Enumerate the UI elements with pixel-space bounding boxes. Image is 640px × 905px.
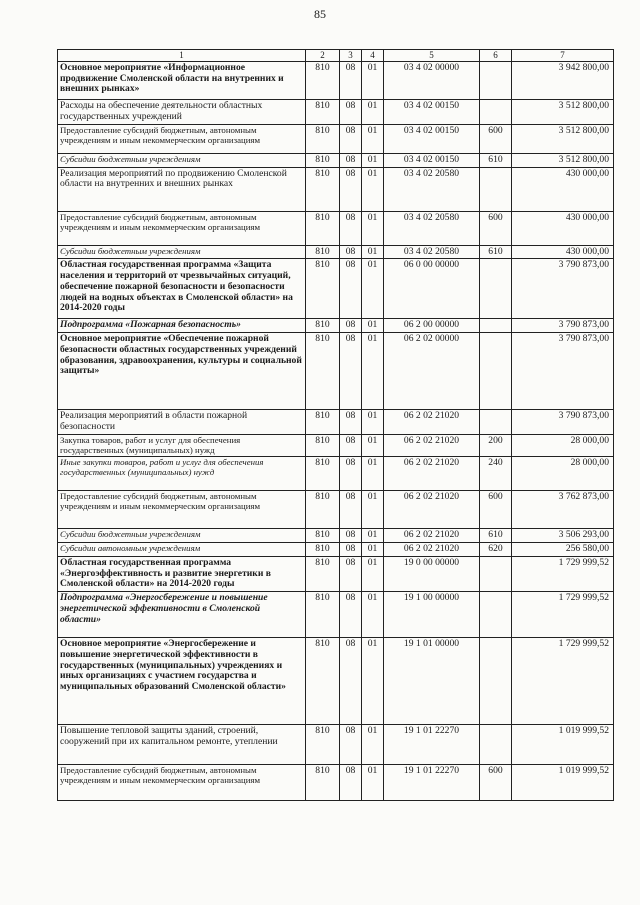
target-article-cell: 06 2 02 21020 [384, 457, 480, 491]
table-row [58, 638, 614, 725]
name-cell: Областная государственная программа «Энергоэффективность и развитие энергетики в Смоленской области» на 2014-2020 годы [58, 556, 306, 591]
target-article-cell: 06 2 02 00000 [384, 333, 480, 410]
code-cell: 810 [306, 62, 340, 100]
target-article-cell: 03 4 02 00150 [384, 154, 480, 168]
expense-type-cell: 600 [480, 765, 512, 801]
target-article-cell: 03 4 02 00000 [384, 62, 480, 100]
target-article-cell: 19 0 00 00000 [384, 556, 480, 591]
code-cell: 810 [306, 529, 340, 543]
column-number: 4 [362, 50, 384, 62]
amount-cell: 3 790 873,00 [512, 259, 614, 319]
name-cell: Основное мероприятие «Энергосбережение и повышение энергетической эффективности в государственных (муниципальных) учреждениях и иных организациях с участием государства и муниципальных образований Смоленской области» [58, 638, 306, 725]
table-row [58, 211, 614, 245]
code-cell: 810 [306, 245, 340, 259]
subsection-cell: 01 [362, 154, 384, 168]
table-row [58, 62, 614, 100]
expense-type-cell: 240 [480, 457, 512, 491]
amount-cell: 3 512 800,00 [512, 100, 614, 125]
target-article-cell: 03 4 02 00150 [384, 100, 480, 125]
code-cell: 810 [306, 592, 340, 638]
subsection-cell: 01 [362, 245, 384, 259]
name-cell: Субсидии автономным учреждениям [58, 543, 306, 557]
subsection-cell: 01 [362, 333, 384, 410]
section-cell: 08 [340, 592, 362, 638]
amount-cell: 1 019 999,52 [512, 765, 614, 801]
section-cell: 08 [340, 765, 362, 801]
name-cell: Предоставление субсидий бюджетным, автономным учреждениям и иным некоммерческим организациям [58, 765, 306, 801]
amount-cell: 3 942 800,00 [512, 62, 614, 100]
subsection-cell: 01 [362, 457, 384, 491]
section-cell: 08 [340, 125, 362, 154]
subsection-cell: 01 [362, 167, 384, 211]
name-cell: Субсидии бюджетным учреждениям [58, 529, 306, 543]
table-row [58, 100, 614, 125]
table-row [58, 167, 614, 211]
code-cell: 810 [306, 457, 340, 491]
expense-type-cell [480, 259, 512, 319]
column-number: 1 [58, 50, 306, 62]
expense-type-cell [480, 410, 512, 434]
target-article-cell: 19 1 01 22270 [384, 725, 480, 765]
subsection-cell: 01 [362, 211, 384, 245]
subsection-cell: 01 [362, 592, 384, 638]
section-cell: 08 [340, 725, 362, 765]
section-cell: 08 [340, 434, 362, 457]
section-cell: 08 [340, 638, 362, 725]
subsection-cell: 01 [362, 529, 384, 543]
code-cell: 810 [306, 319, 340, 333]
code-cell: 810 [306, 725, 340, 765]
expense-type-cell [480, 638, 512, 725]
subsection-cell: 01 [362, 491, 384, 529]
code-cell: 810 [306, 333, 340, 410]
table-row [58, 529, 614, 543]
code-cell: 810 [306, 154, 340, 168]
amount-cell: 256 580,00 [512, 543, 614, 557]
table-row [58, 457, 614, 491]
subsection-cell: 01 [362, 725, 384, 765]
amount-cell: 3 762 873,00 [512, 491, 614, 529]
section-cell: 08 [340, 319, 362, 333]
name-cell: Иные закупки товаров, работ и услуг для обеспечения государственных (муниципальных) нужд [58, 457, 306, 491]
code-cell: 810 [306, 100, 340, 125]
name-cell: Закупка товаров, работ и услуг для обеспечения государственных (муниципальных) нужд [58, 434, 306, 457]
subsection-cell: 01 [362, 259, 384, 319]
section-cell: 08 [340, 543, 362, 557]
code-cell: 810 [306, 491, 340, 529]
code-cell: 810 [306, 765, 340, 801]
amount-cell: 3 790 873,00 [512, 410, 614, 434]
subsection-cell: 01 [362, 100, 384, 125]
expense-type-cell: 610 [480, 529, 512, 543]
budget-table [57, 49, 614, 801]
expense-type-cell [480, 592, 512, 638]
subsection-cell: 01 [362, 125, 384, 154]
target-article-cell: 03 4 02 20580 [384, 211, 480, 245]
target-article-cell: 06 0 00 00000 [384, 259, 480, 319]
amount-cell: 430 000,00 [512, 245, 614, 259]
name-cell: Реализация мероприятий в области пожарной безопасности [58, 410, 306, 434]
subsection-cell: 01 [362, 410, 384, 434]
name-cell: Подпрограмма «Пожарная безопасность» [58, 319, 306, 333]
amount-cell: 28 000,00 [512, 457, 614, 491]
expense-type-cell: 600 [480, 125, 512, 154]
table-row [58, 434, 614, 457]
table-row [58, 410, 614, 434]
column-number: 3 [340, 50, 362, 62]
name-cell: Расходы на обеспечение деятельности областных государственных учреждений [58, 100, 306, 125]
expense-type-cell [480, 319, 512, 333]
code-cell: 810 [306, 638, 340, 725]
code-cell: 810 [306, 556, 340, 591]
name-cell: Основное мероприятие «Обеспечение пожарной безопасности областных государственных учреждений образования, здравоохранения, культуры и социальной защиты» [58, 333, 306, 410]
section-cell: 08 [340, 167, 362, 211]
code-cell: 810 [306, 211, 340, 245]
subsection-cell: 01 [362, 434, 384, 457]
expense-type-cell [480, 167, 512, 211]
code-cell: 810 [306, 125, 340, 154]
target-article-cell: 19 1 01 22270 [384, 765, 480, 801]
subsection-cell: 01 [362, 556, 384, 591]
amount-cell: 3 790 873,00 [512, 333, 614, 410]
section-cell: 08 [340, 333, 362, 410]
subsection-cell: 01 [362, 765, 384, 801]
expense-type-cell [480, 333, 512, 410]
amount-cell: 1 729 999,52 [512, 592, 614, 638]
table-row [58, 765, 614, 801]
name-cell: Повышение тепловой защиты зданий, строений, сооружений при их капитальном ремонте, утеплении [58, 725, 306, 765]
target-article-cell: 03 4 02 20580 [384, 245, 480, 259]
section-cell: 08 [340, 457, 362, 491]
table-row [58, 333, 614, 410]
code-cell: 810 [306, 434, 340, 457]
page-number: 85 [314, 7, 326, 21]
target-article-cell: 06 2 00 00000 [384, 319, 480, 333]
target-article-cell: 06 2 02 21020 [384, 491, 480, 529]
table-row [58, 556, 614, 591]
amount-cell: 430 000,00 [512, 167, 614, 211]
expense-type-cell: 610 [480, 154, 512, 168]
target-article-cell: 06 2 02 21020 [384, 410, 480, 434]
name-cell: Предоставление субсидий бюджетным, автономным учреждениям и иным некоммерческим организациям [58, 125, 306, 154]
target-article-cell: 19 1 00 00000 [384, 592, 480, 638]
name-cell: Областная государственная программа «Защита населения и территорий от чрезвычайных ситуаций, обеспечение пожарной безопасности и безопасности людей на водных объектах в Смоленской области» на 2014-2020 годы [58, 259, 306, 319]
amount-cell: 3 506 293,00 [512, 529, 614, 543]
name-cell: Подпрограмма «Энергосбережение и повышение энергетической эффективности в Смоленской области» [58, 592, 306, 638]
column-number: 7 [512, 50, 614, 62]
amount-cell: 1 729 999,52 [512, 556, 614, 591]
expense-type-cell: 620 [480, 543, 512, 557]
table-row [58, 543, 614, 557]
expense-type-cell: 600 [480, 211, 512, 245]
name-cell: Субсидии бюджетным учреждениям [58, 154, 306, 168]
expense-type-cell: 200 [480, 434, 512, 457]
subsection-cell: 01 [362, 62, 384, 100]
subsection-cell: 01 [362, 638, 384, 725]
table-row [58, 245, 614, 259]
section-cell: 08 [340, 410, 362, 434]
section-cell: 08 [340, 529, 362, 543]
table-row [58, 154, 614, 168]
code-cell: 810 [306, 410, 340, 434]
target-article-cell: 19 1 01 00000 [384, 638, 480, 725]
expense-type-cell [480, 556, 512, 591]
table-row [58, 491, 614, 529]
section-cell: 08 [340, 211, 362, 245]
amount-cell: 3 512 800,00 [512, 125, 614, 154]
section-cell: 08 [340, 556, 362, 591]
name-cell: Предоставление субсидий бюджетным, автономным учреждениям и иным некоммерческим организациям [58, 491, 306, 529]
subsection-cell: 01 [362, 319, 384, 333]
amount-cell: 1 729 999,52 [512, 638, 614, 725]
code-cell: 810 [306, 543, 340, 557]
table-row [58, 725, 614, 765]
expense-type-cell [480, 62, 512, 100]
table-row [58, 125, 614, 154]
table-row [58, 592, 614, 638]
column-number-row [58, 50, 614, 62]
section-cell: 08 [340, 154, 362, 168]
expense-type-cell: 610 [480, 245, 512, 259]
target-article-cell: 06 2 02 21020 [384, 529, 480, 543]
target-article-cell: 06 2 02 21020 [384, 543, 480, 557]
expense-type-cell [480, 100, 512, 125]
section-cell: 08 [340, 62, 362, 100]
subsection-cell: 01 [362, 543, 384, 557]
amount-cell: 1 019 999,52 [512, 725, 614, 765]
code-cell: 810 [306, 167, 340, 211]
column-number: 5 [384, 50, 480, 62]
amount-cell: 430 000,00 [512, 211, 614, 245]
amount-cell: 3 512 800,00 [512, 154, 614, 168]
name-cell: Реализация мероприятий по продвижению Смоленской области на внутренних и внешних рынках [58, 167, 306, 211]
section-cell: 08 [340, 491, 362, 529]
target-article-cell: 03 4 02 20580 [384, 167, 480, 211]
name-cell: Субсидии бюджетным учреждениям [58, 245, 306, 259]
target-article-cell: 03 4 02 00150 [384, 125, 480, 154]
table-row [58, 319, 614, 333]
amount-cell: 28 000,00 [512, 434, 614, 457]
code-cell: 810 [306, 259, 340, 319]
target-article-cell: 06 2 02 21020 [384, 434, 480, 457]
column-number: 2 [306, 50, 340, 62]
amount-cell: 3 790 873,00 [512, 319, 614, 333]
table-row [58, 259, 614, 319]
expense-type-cell: 600 [480, 491, 512, 529]
section-cell: 08 [340, 100, 362, 125]
expense-type-cell [480, 725, 512, 765]
section-cell: 08 [340, 259, 362, 319]
name-cell: Предоставление субсидий бюджетным, автономным учреждениям и иным некоммерческим организациям [58, 211, 306, 245]
name-cell: Основное мероприятие «Информационное продвижение Смоленской области на внутренних и внешних рынках» [58, 62, 306, 100]
section-cell: 08 [340, 245, 362, 259]
column-number: 6 [480, 50, 512, 62]
